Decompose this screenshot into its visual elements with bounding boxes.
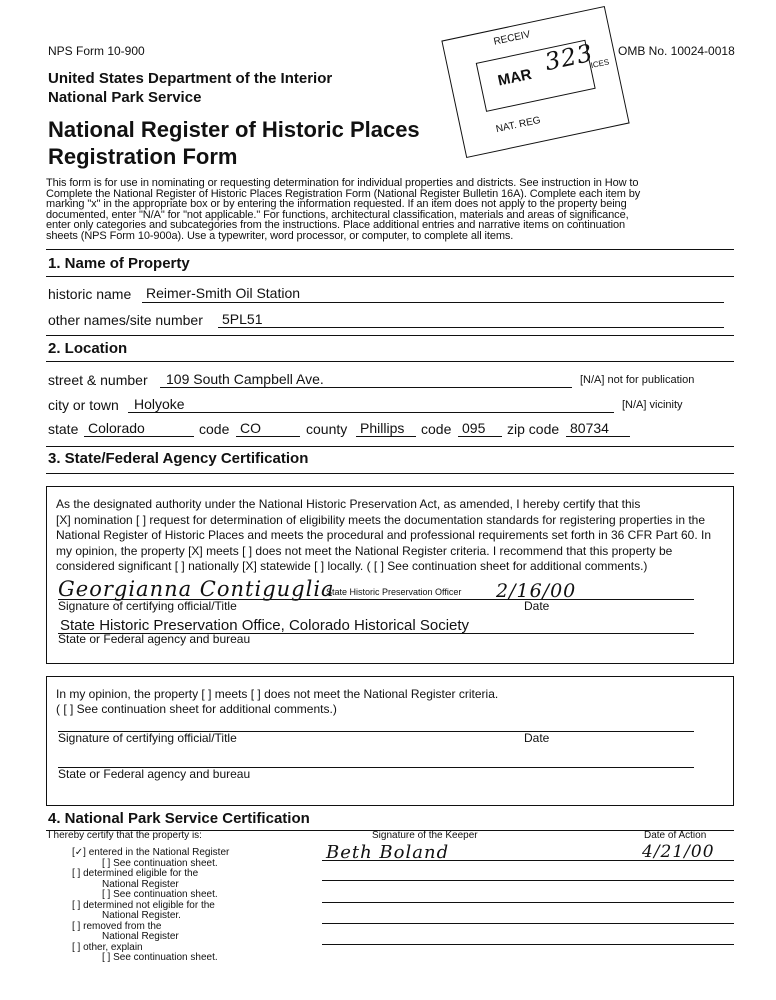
stamp-received: RECEIV — [492, 29, 532, 48]
intro-line: Complete the National Register of Historic Places Registration Form (National Register Bulletin 16A). Complete each item by — [46, 187, 641, 200]
certification-text — [56, 497, 728, 575]
option-sub: National Register — [102, 878, 179, 890]
state-label: state — [48, 421, 79, 437]
omb-number: OMB No. 10024-0018 — [618, 44, 735, 58]
option-not-eligible: [ ] determined not eligible for the — [72, 899, 215, 911]
option-removed: [ ] removed from the — [72, 920, 162, 932]
action-date: 4/21/00 — [642, 842, 715, 862]
keeper-line — [322, 860, 734, 861]
form-title-line-1: National Register of Historic Places — [48, 117, 420, 142]
option-continuation: [ ] See continuation sheet. — [102, 889, 218, 900]
agency-value[interactable]: State Historic Preservation Office, Colorado Historical Society — [60, 617, 470, 634]
nps-intro: I hereby certify that the property is: — [48, 830, 202, 841]
city-value[interactable]: Holyoke — [134, 396, 185, 412]
section-3-heading: 3. State/Federal Agency Certification — [48, 450, 309, 467]
form-number: NPS Form 10-900 — [48, 44, 145, 58]
not-for-publication: [N/A] not for publication — [580, 374, 695, 386]
action-label: Date of Action — [644, 830, 707, 841]
option-other: [ ] other, explain — [72, 941, 143, 953]
rule — [46, 249, 734, 250]
date-label-2: Date — [524, 731, 550, 745]
keeper-signature: Beth Boland — [326, 842, 450, 863]
field-underline — [356, 436, 416, 437]
cert-line: considered significant [ ] nationally [X] statewide [ ] locally. ( [ ] See continuation sheet for additional comments.) — [56, 559, 648, 574]
vicinity: [N/A] vicinity — [622, 399, 683, 411]
cert-line: As the designated authority under the National Historic Preservation Act, as amended, I hereby certify that this — [56, 497, 641, 511]
section-2-heading: 2. Location — [48, 340, 128, 357]
agency-line-2: National Park Service — [48, 89, 202, 106]
rule — [46, 361, 734, 362]
state-sig-date: 2/16/00 — [496, 580, 577, 602]
section-4-heading: 4. National Park Service Certification — [48, 810, 310, 827]
stamp-side: ICES — [589, 57, 611, 71]
option-sub: National Register — [102, 931, 179, 942]
field-underline — [160, 387, 572, 388]
option-eligible: [ ] determined eligible for the — [72, 868, 199, 879]
county-code-value[interactable]: 095 — [462, 420, 486, 436]
cert-line: my opinion, the property [X] meets [ ] does not meet the National Register criteria. I recommend that this property be — [56, 543, 673, 558]
field-underline — [236, 436, 300, 437]
field-underline — [84, 436, 194, 437]
signature-label: Signature of certifying official/Title — [58, 599, 237, 613]
zip-label: zip code — [507, 421, 560, 437]
stamp-date: MAR — [496, 65, 534, 90]
historic-name-label: historic name — [48, 286, 132, 302]
other-names-value[interactable]: 5PL51 — [222, 311, 263, 327]
date-label: Date — [524, 599, 550, 613]
stamp-bottom: NAT. REG — [494, 114, 542, 136]
rule — [46, 473, 734, 474]
option-entered: [✓] entered in the National Register — [72, 847, 230, 858]
street-label: street & number — [48, 372, 148, 388]
signer-title: State Historic Preservation Officer — [326, 587, 462, 597]
keeper-label: Signature of the Keeper — [372, 830, 478, 841]
option-continuation: [ ] See continuation sheet. — [102, 952, 218, 963]
keeper-line — [322, 902, 734, 903]
form-title-line-2: Registration Form — [48, 144, 238, 169]
agency-label: State or Federal agency and bureau — [58, 632, 251, 646]
street-value[interactable]: 109 South Campbell Ave. — [166, 371, 324, 387]
state-value[interactable]: Colorado — [88, 420, 145, 436]
county-code-label: code — [421, 421, 452, 437]
intro-paragraph — [46, 178, 736, 242]
rule — [46, 446, 734, 447]
county-label: county — [306, 421, 348, 437]
intro-line: This form is for use in nominating or requesting determination for individual properties and districts. See instruction in How to — [46, 177, 639, 189]
city-label: city or town — [48, 397, 119, 413]
intro-line: enter only categories and subcategories from the instructions. Place additional entries and narrative items on continuation — [46, 219, 625, 232]
nps-options — [72, 848, 229, 964]
state-code-value[interactable]: CO — [240, 420, 261, 436]
option-continuation: [ ] See continuation sheet. — [102, 857, 218, 869]
received-stamp — [441, 6, 629, 158]
stamp-number: 323 — [542, 38, 596, 77]
agency-line-1: United States Department of the Interior — [48, 70, 333, 87]
keeper-line — [322, 923, 734, 924]
state-code-label: code — [199, 421, 230, 437]
cert-line: National Register of Historic Places and meets the procedural and professional requirements set forth in 36 CFR Part 60. In — [56, 528, 711, 543]
keeper-line — [322, 880, 734, 881]
county-value[interactable]: Phillips — [360, 420, 405, 436]
state-signature: Georgianna Contiguglia — [58, 577, 335, 601]
opinion-text — [56, 687, 498, 717]
other-names-label: other names/site number — [48, 312, 203, 328]
option-sub: National Register. — [102, 910, 181, 921]
cert-line: [X] nomination [ ] request for determination of eligibility meets the documentation standards for registering properties in the — [56, 512, 706, 527]
field-underline — [142, 302, 724, 303]
intro-line: sheets (NPS Form 10-900a). Use a typewriter, word processor, or computer, to complete all items. — [46, 229, 514, 242]
opinion-line: ( [ ] See continuation sheet for additional comments.) — [56, 702, 337, 716]
intro-line: documented, enter "N/A" for "not applicable." For functions, architectural classification, materials and areas of significance, — [46, 208, 629, 221]
field-underline — [566, 436, 630, 437]
field-underline — [458, 436, 502, 437]
intro-line: marking "x" in the appropriate box or by entering the information requested. If an item does not apply to the property being — [46, 198, 627, 211]
rule — [46, 335, 734, 336]
historic-name-value[interactable]: Reimer-Smith Oil Station — [146, 285, 301, 301]
section-1-heading: 1. Name of Property — [48, 255, 190, 272]
signature-label-2: Signature of certifying official/Title — [58, 731, 237, 745]
agency-label-2: State or Federal agency and bureau — [58, 767, 251, 781]
keeper-line — [322, 944, 734, 945]
field-underline — [218, 327, 724, 328]
field-underline — [128, 412, 614, 413]
opinion-line: In my opinion, the property [ ] meets [ ] does not meet the National Register criteria. — [56, 687, 499, 701]
zip-value[interactable]: 80734 — [570, 420, 609, 436]
rule — [46, 276, 734, 277]
